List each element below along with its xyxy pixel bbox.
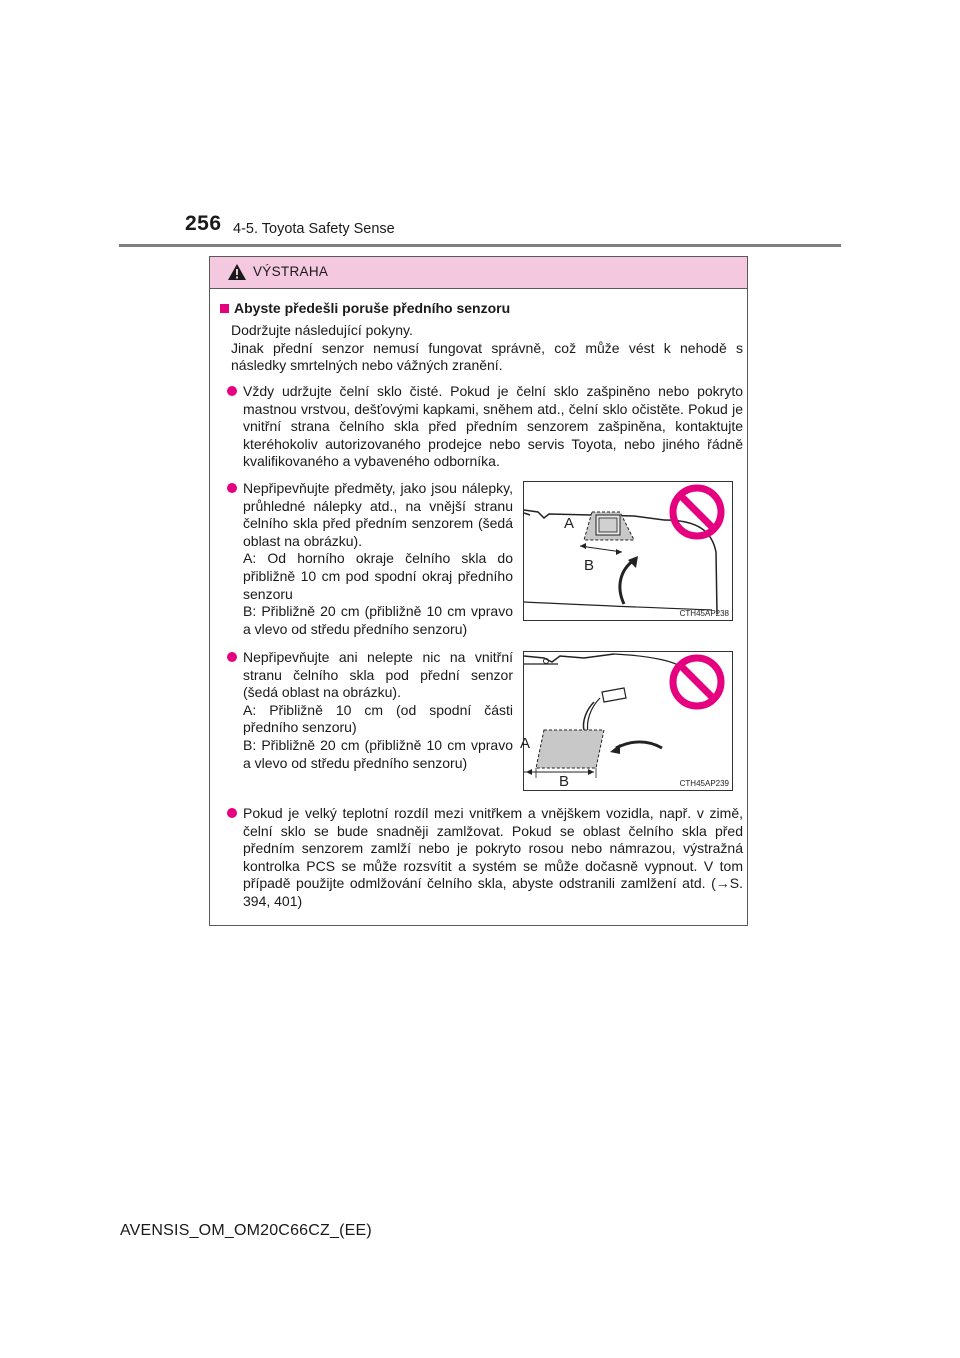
bullet-inner-stickers: [227, 649, 517, 774]
bullet-fogging: [227, 805, 743, 915]
figure-code: CTH45AP238: [679, 609, 729, 618]
warning-triangle-icon: [227, 263, 247, 281]
section-title: 4-5. Toyota Safety Sense: [233, 221, 395, 237]
bullet-outer-stickers: [227, 480, 517, 640]
square-bullet-icon: [220, 304, 229, 313]
document-code: AVENSIS_OM_OM20C66CZ_(EE): [120, 1222, 372, 1239]
bullet-line-a: A: Od horního okraje čelního skla do přibližně 10 cm pod spodní okraj předního senzoru: [243, 550, 513, 602]
intro-text: [231, 322, 743, 375]
warning-heading: [220, 300, 510, 316]
bullet-main-text: Nepřipevňujte ani nelepte nic na vnitřní stranu čelního skla pod přední senzor (šedá oblast na obrázku).: [243, 649, 513, 701]
bullet-text: Vždy udržujte čelní sklo čisté. Pokud je čelní sklo zašpiněno nebo pokryto mastnou vrstvou, dešťovými kapkami, sněhem atd., čelní sklo očistěte. Pokud je vnitřní strana čelního skla před předním senzorem zašpiněna, kontaktujte kteréhokoliv autorizovaného prodejce nebo servis Toyota, nebo jiného řádně kvalifikovaného a vybaveného odborníka.: [243, 383, 743, 470]
warning-header: [210, 257, 747, 289]
figure-outer-windshield: [523, 481, 733, 621]
figure-label-b: B: [584, 557, 595, 574]
bullet-clean-windshield: [227, 383, 743, 473]
figure-code: CTH45AP239: [679, 779, 729, 788]
prohibition-icon: [673, 488, 721, 536]
bullet-line-b: B: Přibližně 20 cm (přibližně 10 cm vpravo a vlevo od středu předního senzoru): [243, 736, 513, 771]
bullet-line-b: B: Přibližně 20 cm (přibližně 10 cm vpravo a vlevo od středu předního senzoru): [243, 603, 513, 637]
figure-label-a: A: [520, 735, 531, 752]
figure-label-a: A: [564, 515, 575, 532]
prohibition-icon: [673, 658, 721, 706]
figure-outer-drawing: [524, 482, 732, 620]
bullet-dot-icon: [227, 386, 237, 396]
figure-label-b: B: [559, 773, 570, 790]
intro-line-2: Jinak přední senzor nemusí fungovat správně, což může vést k nehodě s následky smrtelných nebo vážných zranění.: [231, 339, 743, 374]
warning-box: [209, 256, 748, 926]
bullet-line-a: A: Přibližně 10 cm (od spodní části předního senzoru): [243, 701, 513, 736]
warning-title: VÝSTRAHA: [253, 264, 329, 279]
bullet-text: [243, 480, 513, 638]
warning-heading-text: Abyste předešli poruše předního senzoru: [234, 300, 511, 316]
bullet-text: [243, 649, 513, 772]
intro-line-1: Dodržujte následující pokyny.: [231, 322, 413, 338]
bullet-dot-icon: [227, 808, 237, 818]
bullet-dot-icon: [227, 652, 237, 662]
figure-inner-drawing: [520, 652, 732, 790]
figure-inner-windshield: [520, 651, 733, 791]
bullet-main-text: Nepřipevňujte předměty, jako jsou nálepky, průhledné nálepky atd., na vnější stranu čelního skla před předním senzorem (šedá oblast na obrázku).: [243, 480, 513, 549]
bullet-text: Pokud je velký teplotní rozdíl mezi vnitřkem a vnějškem vozidla, např. v zimě, čelní sklo se bude snadněji zamlžovat. Pokud se oblast čelního skla před předním senzorem zamlží nebo je pokryto rosou nebo námrazou, výstražná kontrolka PCS se může rozsvítit a systém se může dočasně vypnout. V tom případě použijte odmlžování čelního skla, abyste odstranili zamlžení atd. (→S. 394, 401): [243, 805, 743, 909]
bullet-dot-icon: [227, 483, 237, 493]
header-divider: [119, 244, 841, 247]
page-number: 256: [185, 212, 222, 235]
